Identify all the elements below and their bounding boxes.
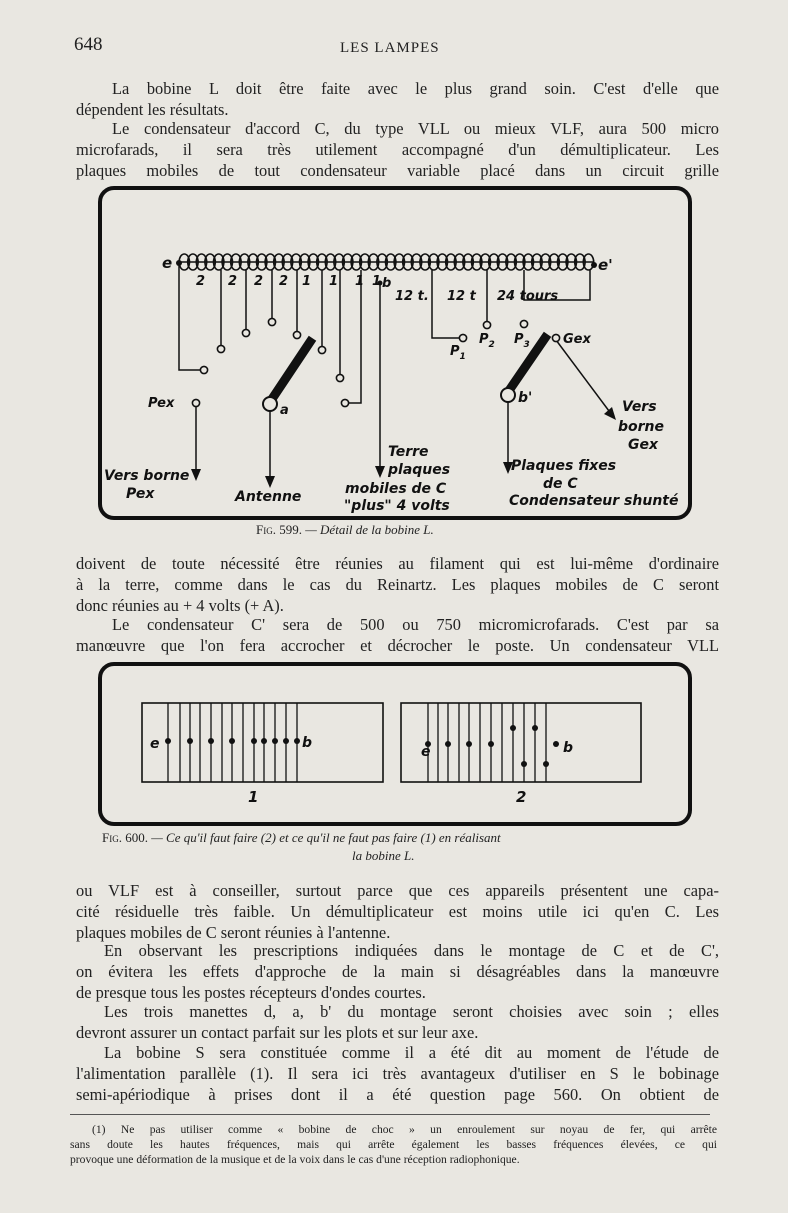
label-vers-borne-gex: Vers borne Gex xyxy=(618,399,665,453)
tap-dot xyxy=(272,738,278,744)
label-pex: Pex xyxy=(148,396,175,411)
label-panel-2: 2 xyxy=(516,788,527,806)
turn-label: 2 xyxy=(196,274,206,289)
figure-600-caption xyxy=(102,830,702,846)
footnote-rule xyxy=(70,1114,710,1115)
panel-1-taps xyxy=(165,738,300,744)
text-line: doivent de toute nécessité être réunies au filament qui est lui-même d'ordinaire xyxy=(76,554,719,573)
text-line: l'alimentation parallèle (1). Il sera ici très avantageux d'utiliser en S le bobinage xyxy=(76,1064,719,1083)
label-terre: Terre plaques mobiles de C "plus" 4 volts xyxy=(344,444,451,514)
text-line: cité résiduelle très faible. Un démultiplicateur est moins utile ici qu'en C. Les xyxy=(76,902,719,921)
label-gex: Gex xyxy=(563,332,591,347)
page-number: 648 xyxy=(74,34,103,55)
text-line: La bobine S sera constituée comme il a été dit au moment de l'étude de xyxy=(104,1043,719,1062)
label-e-1: e xyxy=(150,736,160,752)
label-p1: $P_1$ xyxy=(450,344,466,362)
text-line: dépendent les résultats. xyxy=(76,100,229,119)
footnote-line: (1) Ne pas utiliser comme « bobine de choc » un enroulement sur noyau de fer, qui arrête xyxy=(92,1123,717,1136)
label-antenne: Antenne xyxy=(235,489,302,505)
turn-label: 2 xyxy=(279,274,289,289)
text-line: manœuvre que l'on fera accrocher et décrocher le poste. Un condensateur VLL xyxy=(76,636,719,655)
label-b: b xyxy=(382,276,392,291)
tap-dot xyxy=(543,761,549,767)
turn-label: 2 xyxy=(228,274,238,289)
tap-dot xyxy=(510,725,516,731)
text-line: Les trois manettes d, a, b' du montage seront choisies avec soin ; elles xyxy=(104,1002,719,1021)
text-line: donc réunies au + 4 volts (+ A). xyxy=(76,596,284,615)
label-12t-a: 12 t. xyxy=(395,289,429,304)
text-line: Le condensateur C' sera de 500 ou 750 micromicrofarads. C'est par sa xyxy=(112,615,719,634)
running-title: LES LAMPES xyxy=(340,40,440,56)
paragraph-7 xyxy=(76,1001,719,1043)
panel-2 xyxy=(401,703,641,782)
tap-dot xyxy=(187,738,193,744)
turn-label: 1 xyxy=(355,274,365,289)
text-line: microfarads, il sera très utilement accompagné d'un démultiplicateur. Les xyxy=(76,140,719,159)
text-line: ou VLF est à conseiller, surtout parce que ces appareils présentent une capa- xyxy=(76,881,719,900)
label-b-2: b xyxy=(563,740,574,756)
text-line: à la terre, comme dans le cas du Reinartz. Les plaques mobiles de C seront xyxy=(76,575,719,594)
figure-599-number: Fig. 599. xyxy=(256,522,302,537)
label-vers-borne-pex: Vers borne Pex xyxy=(104,468,190,502)
label-panel-1: 1 xyxy=(248,788,259,806)
text-line: La bobine L doit être faite avec le plus grand soin. C'est d'elle que xyxy=(112,79,719,98)
figure-600-caption-cont: la bobine L. xyxy=(352,848,415,863)
text-line: plaques mobiles de tout condensateur variable placé dans un circuit grille xyxy=(76,161,719,180)
paragraph-6 xyxy=(76,940,719,1003)
text-line: on évitera les effets d'approche de la main si désagréables dans la manœuvre xyxy=(76,962,719,981)
text-line: Le condensateur d'accord C, du type VLL ou mieux VLF, aura 500 micro xyxy=(112,119,719,138)
figure-600-number: Fig. 600. xyxy=(102,830,148,845)
label-12t-b: 12 t xyxy=(447,289,476,304)
label-24-tours: 24 tours xyxy=(497,289,559,304)
label-b-1: b xyxy=(302,735,313,751)
tap-dot xyxy=(165,738,171,744)
tap-dot xyxy=(466,741,472,747)
label-p3: $P_3$ xyxy=(514,332,530,350)
footnote-line: provoque une déformation de la musique et de la voix dans le cas d'une réception radiophonique. xyxy=(70,1153,520,1166)
paragraph-5 xyxy=(76,880,719,943)
figure-600-frame xyxy=(100,664,690,824)
label-e-2: e xyxy=(421,744,431,760)
text-line: devront assurer un contact parfait sur les plots et sur leur axe. xyxy=(76,1023,479,1042)
tap-dot xyxy=(294,738,300,744)
tap-dot xyxy=(251,738,257,744)
tap-dot xyxy=(488,741,494,747)
tap-dot xyxy=(208,738,214,744)
tap-dot xyxy=(283,738,289,744)
panel-2-taps xyxy=(425,725,559,767)
text-line: plaques mobiles de C seront réunies à l'antenne. xyxy=(76,923,391,942)
footnote xyxy=(70,1122,717,1167)
text-line: de presque tous les postes récepteurs d'ondes courtes. xyxy=(76,983,426,1002)
label-e-prime: e' xyxy=(598,256,613,274)
text-line: En observant les prescriptions indiquées dans le montage de C et de C', xyxy=(104,941,719,960)
turn-label: 2 xyxy=(254,274,264,289)
tap-dot xyxy=(229,738,235,744)
text-line: semi-apériodique à prises dont il a été question page 560. On obtient de xyxy=(76,1085,719,1104)
label-plaques-fixes: Plaques fixes de C Condensateur shunté xyxy=(509,458,679,509)
turn-label: 1 xyxy=(372,274,382,289)
turn-label: 1 xyxy=(302,274,312,289)
tap-dot xyxy=(521,761,527,767)
tap-dot xyxy=(261,738,267,744)
label-b-prime: b' xyxy=(518,390,533,406)
turn-label: 1 xyxy=(329,274,339,289)
figure-599-caption-text: — Détail de la bobine L. xyxy=(305,522,434,537)
figure-600-caption-line: — Ce qu'il faut faire (2) et ce qu'il ne faut pas faire (1) en réalisant xyxy=(151,830,501,845)
label-e: e xyxy=(162,254,173,272)
label-a: a xyxy=(280,403,289,418)
label-p2: $P_2$ xyxy=(479,332,495,350)
paragraph-8 xyxy=(76,1042,719,1105)
footnote-line: sans doute les hautes fréquences, mais qui arrête également les basses fréquences élevées, ce qui xyxy=(70,1138,717,1151)
tap-dot xyxy=(445,741,451,747)
tap-dot xyxy=(532,725,538,731)
tap-dot xyxy=(553,741,559,747)
